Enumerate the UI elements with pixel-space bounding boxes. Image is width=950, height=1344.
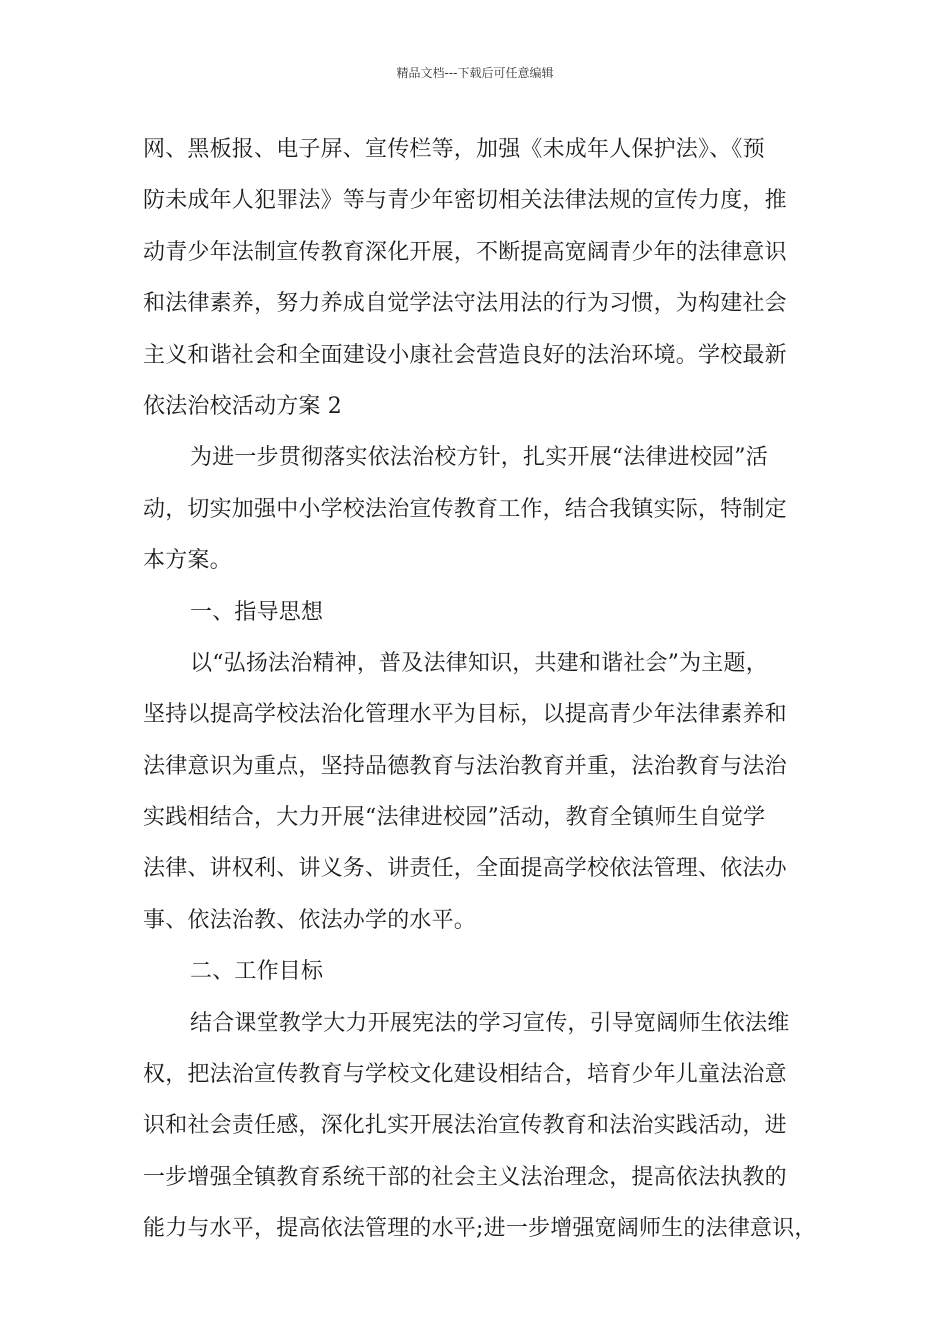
heading-guiding-ideology: 一、指导思想	[190, 599, 324, 625]
text-line: 坚持以提高学校法治化管理水平为目标，以提高青少年法律素养和	[143, 702, 787, 728]
text-line: 动青少年法制宣传教育深化开展，不断提高宽阔青少年的法律意识	[143, 239, 787, 265]
section-title: 依法治校活动方案 2	[143, 393, 342, 419]
text-line: 网、黑板报、电子屏、宣传栏等，加强《未成年人保护法》、《预	[143, 137, 765, 162]
text-line: 本方案。	[143, 548, 232, 574]
text-line: 事、依法治教、依法办学的水平。	[143, 907, 477, 933]
text-line: 主义和谐社会和全面建设小康社会营造良好的法治环境。学校最新	[143, 342, 787, 368]
text-line: 法律、讲权利、讲义务、讲责任，全面提高学校依法管理、依法办	[143, 856, 787, 882]
heading-work-goals: 二、工作目标	[190, 959, 324, 985]
document-body	[143, 124, 823, 1255]
text-line: 实践相结合，大力开展“法律进校园”活动，教育全镇师生自觉学	[143, 805, 766, 831]
text-line: 权，把法治宣传教育与学校文化建设相结合，培育少年儿童法治意	[143, 1062, 787, 1088]
page-header: 精品文档---下载后可任意编辑	[396, 66, 554, 80]
paragraph-start: 以“弘扬法治精神，普及法律知识，共建和谐社会”为主题，	[190, 650, 768, 676]
text-line: 一步增强全镇教育系统干部的社会主义法治理念，提高依法执教的	[143, 1164, 787, 1190]
paragraph-start: 结合课堂教学大力开展宪法的学习宣传，引导宽阔师生依法维	[190, 1010, 790, 1036]
text-line: 识和社会责任感，深化扎实开展法治宣传教育和法治实践活动，进	[143, 1113, 787, 1139]
text-line: 动，切实加强中小学校法治宣传教育工作，结合我镇实际，特制定	[143, 496, 787, 522]
text-line: 法律意识为重点，坚持品德教育与法治教育并重，法治教育与法治	[143, 753, 787, 779]
text-line: 防未成年人犯罪法》等与青少年密切相关法律法规的宣传力度，推	[143, 188, 787, 214]
paragraph-start: 为进一步贯彻落实依法治校方针，扎实开展“法律进校园”活	[190, 445, 768, 471]
text-line: 和法律素养，努力养成自觉学法守法用法的行为习惯，为构建社会	[143, 291, 787, 317]
text-line: 能力与水平，提高依法管理的水平;进一步增强宽阔师生的法律意识，	[143, 1216, 817, 1242]
